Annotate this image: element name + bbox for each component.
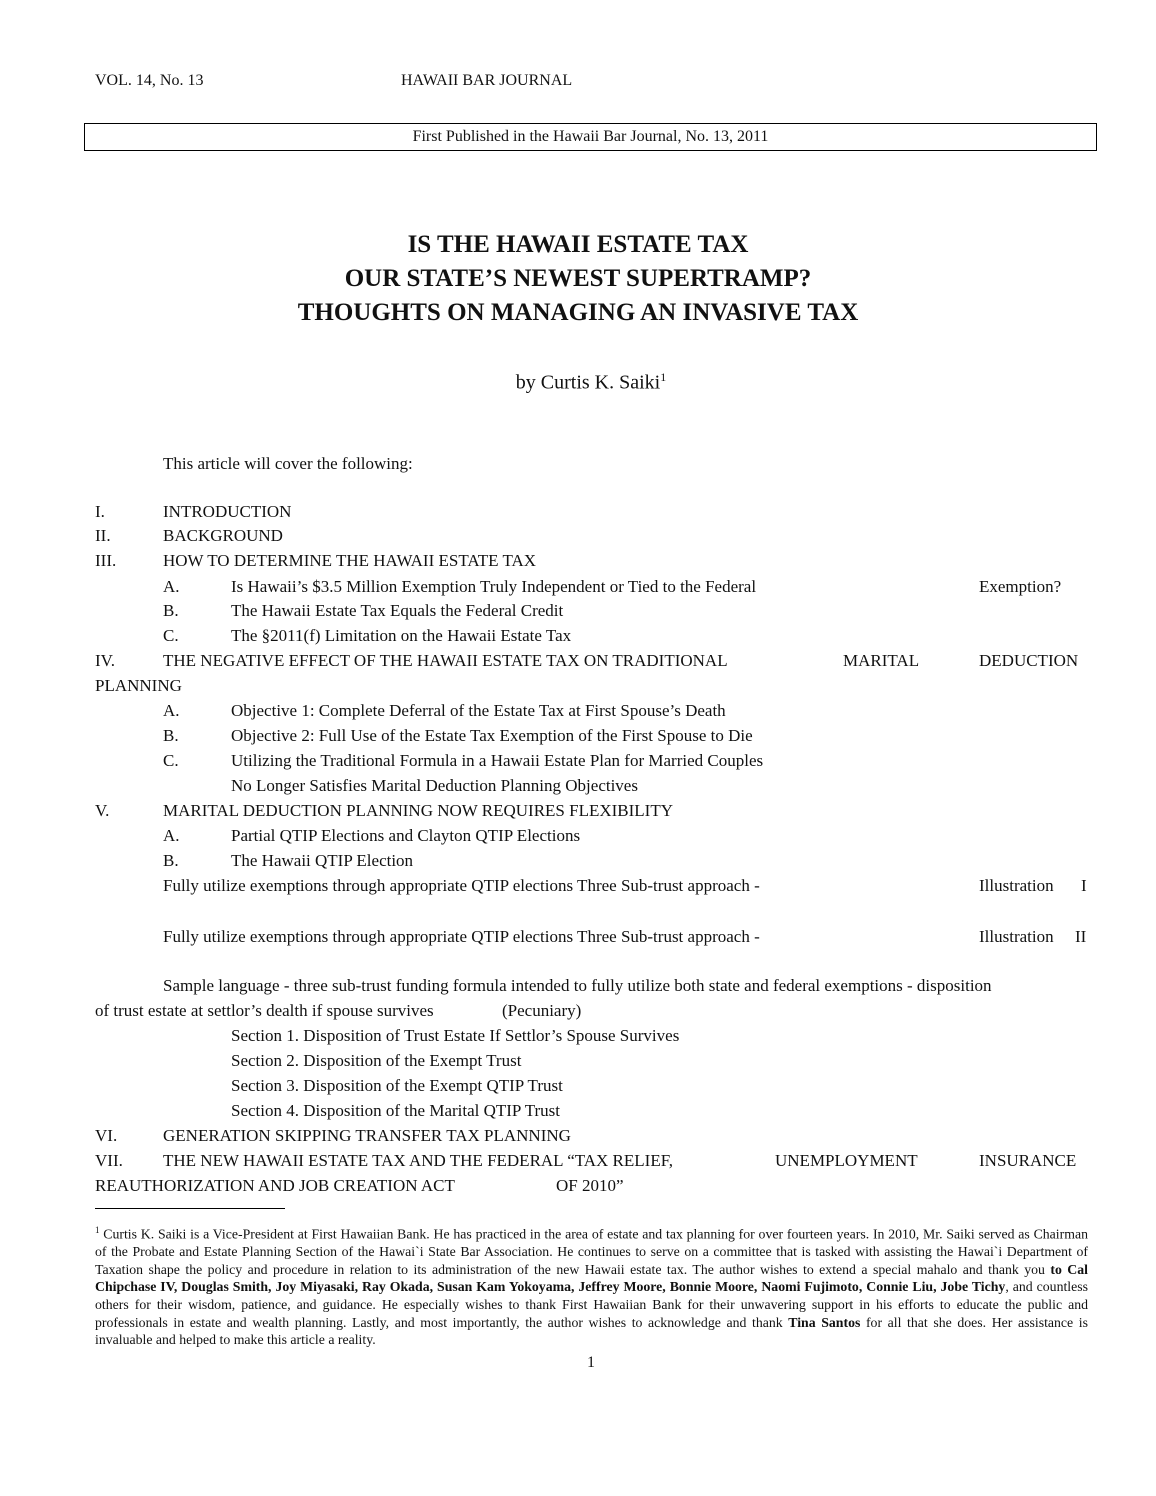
page-number: 1 xyxy=(587,1354,595,1371)
outline-subitem-hawaii-qtip: The Hawaii QTIP Election xyxy=(231,851,414,870)
author-byline xyxy=(0,370,1156,395)
outline-num: II. xyxy=(95,526,111,545)
outline-item-tax-relief: THE NEW HAWAII ESTATE TAX AND THE FEDERAL “TAX RELIEF, xyxy=(163,1151,674,1170)
footnote-mark: 1 xyxy=(95,1225,100,1235)
intro-text: This article will cover the following: xyxy=(163,454,413,473)
volume-number: VOL. 14, No. 13 xyxy=(95,72,204,89)
publication-banner xyxy=(84,123,1097,151)
author-name: by Curtis K. Saiki xyxy=(515,371,661,394)
footnote xyxy=(95,1222,1088,1349)
footnote-text-1: Curtis K. Saiki is a Vice-President at First Hawaiian Bank. He has practiced in the area of estate and tax planning for over fourteen years. In 2010, Mr. Saiki served as Chairman of the Probate and Estate Planning Section of the Hawai`i State Bar Association. He continues to serve on a committee that is tasked with assisting the Hawai`i Department of Taxation shape the policy and procedure in relation to its administration of the new Hawaii estate tax. The author wishes to extend a special mahalo and thank you xyxy=(95,1226,1088,1277)
outline-num: III. xyxy=(95,551,117,570)
footnote-text-2: , and countless others for their wisdom, patience, and guidance. He especially wishes to thank First Hawaiian Bank for their unwavering support in his efforts to educate the public and professionals in estate and wealth planning. Lastly, and most importantly, the author wishes to acknowledge and thank xyxy=(95,1279,1088,1330)
outline-item-introduction: INTRODUCTION xyxy=(163,502,292,521)
outline-num: I. xyxy=(95,502,105,521)
outline-sub-num: A. xyxy=(163,577,180,596)
outline-item-determine-tax: HOW TO DETERMINE THE HAWAII ESTATE TAX xyxy=(163,551,537,570)
banner-text: First Published in the Hawaii Bar Journal, No. 13, 2011 xyxy=(412,128,769,145)
section-2: Section 2. Disposition of the Exempt Trust xyxy=(231,1051,522,1070)
title-line-1: IS THE HAWAII ESTATE TAX xyxy=(407,231,749,258)
outline-num: IV. xyxy=(95,651,115,670)
title-line-2: OUR STATE’S NEWEST SUPERTRAMP? xyxy=(344,265,812,292)
outline-sub-num: B. xyxy=(163,851,179,870)
illustration-1-label: Illustration xyxy=(979,876,1054,895)
outline-item-tax-relief-word: UNEMPLOYMENT xyxy=(775,1151,918,1170)
footnote-reference[interactable]: 1 xyxy=(660,370,667,384)
outline-subitem-exemption: Is Hawaii’s $3.5 Million Exemption Truly Independent or Tied to the Federal xyxy=(231,577,757,596)
illustration-1-text: Fully utilize exemptions through appropriate QTIP elections Three Sub-trust approach - xyxy=(163,876,760,895)
sample-language-line-1: Sample language - three sub-trust funding formula intended to fully utilize both state and federal exemptions - disposition xyxy=(163,976,992,995)
outline-item-tax-relief-cont: REAUTHORIZATION AND JOB CREATION ACT xyxy=(95,1176,455,1195)
outline-item-tax-relief-year: OF 2010” xyxy=(556,1176,624,1195)
outline-subitem-federal-credit: The Hawaii Estate Tax Equals the Federal Credit xyxy=(231,601,564,620)
illustration-2-text: Fully utilize exemptions through appropriate QTIP elections Three Sub-trust approach - xyxy=(163,927,760,946)
outline-subitem-objective-2: Objective 2: Full Use of the Estate Tax Exemption of the First Spouse to Die xyxy=(231,726,753,745)
journal-name: HAWAII BAR JOURNAL xyxy=(401,72,573,89)
footnote-thanks-tina: Tina Santos xyxy=(788,1314,861,1330)
outline-sub-num: B. xyxy=(163,601,179,620)
illustration-1-number: I xyxy=(1081,876,1087,895)
outline-num: VI. xyxy=(95,1126,118,1145)
footnote-thanks-names: to Cal Chipchase IV, Douglas Smith, Joy Miyasaki, Ray Okada, Susan Kam Yokoyama, Jeffrey Moore, Bonnie Moore, Naomi Fujimoto, Connie Liu, Jobe Tichy xyxy=(95,1261,1089,1295)
outline-subitem-exemption-tail: Exemption? xyxy=(979,577,1062,596)
outline-item-negative-effect-word: MARITAL xyxy=(843,651,920,670)
illustration-2-label: Illustration xyxy=(979,927,1054,946)
outline-sub-num: A. xyxy=(163,826,180,845)
outline-sub-num: C. xyxy=(163,751,179,770)
footnote-separator xyxy=(95,1208,285,1209)
sample-language-line-2: of trust estate at settlor’s dealth if spouse survives xyxy=(95,1001,434,1020)
outline-item-flexibility: MARITAL DEDUCTION PLANNING NOW REQUIRES FLEXIBILITY xyxy=(163,801,674,820)
outline-sub-num: B. xyxy=(163,726,179,745)
outline-subitem-objective-1: Objective 1: Complete Deferral of the Estate Tax at First Spouse’s Death xyxy=(231,701,726,720)
outline-sub-num: A. xyxy=(163,701,180,720)
section-4: Section 4. Disposition of the Marital QTIP Trust xyxy=(231,1101,560,1120)
outline-num: V. xyxy=(95,801,110,820)
title-line-3: THOUGHTS ON MANAGING AN INVASIVE TAX xyxy=(297,299,859,326)
article-title xyxy=(0,228,1156,330)
section-1: Section 1. Disposition of Trust Estate If Settlor’s Spouse Survives xyxy=(231,1026,680,1045)
section-3: Section 3. Disposition of the Exempt QTIP Trust xyxy=(231,1076,563,1095)
outline-item-negative-effect-word: DEDUCTION xyxy=(979,651,1079,670)
outline-subitem-traditional-formula-cont: No Longer Satisfies Marital Deduction Planning Objectives xyxy=(231,776,638,795)
outline-item-tax-relief-word: INSURANCE xyxy=(979,1151,1077,1170)
sample-language-pecuniary: (Pecuniary) xyxy=(502,1001,582,1020)
outline-item-negative-effect: THE NEGATIVE EFFECT OF THE HAWAII ESTATE TAX ON TRADITIONAL xyxy=(163,651,728,670)
footnote-text-3: for all that she does. Her assistance is invaluable and helped to make this article a reality. xyxy=(95,1314,1088,1348)
outline-subitem-limitation: The §2011(f) Limitation on the Hawaii Estate Tax xyxy=(231,626,572,645)
outline-item-background: BACKGROUND xyxy=(163,526,283,545)
outline-item-gst: GENERATION SKIPPING TRANSFER TAX PLANNING xyxy=(163,1126,571,1145)
outline-subitem-partial-qtip: Partial QTIP Elections and Clayton QTIP Elections xyxy=(231,826,581,845)
outline-item-negative-effect-cont: PLANNING xyxy=(95,676,182,695)
outline-num: VII. xyxy=(95,1151,123,1170)
outline-subitem-traditional-formula: Utilizing the Traditional Formula in a Hawaii Estate Plan for Married Couples xyxy=(231,751,764,770)
outline-sub-num: C. xyxy=(163,626,179,645)
illustration-2-number: II xyxy=(1075,927,1087,946)
